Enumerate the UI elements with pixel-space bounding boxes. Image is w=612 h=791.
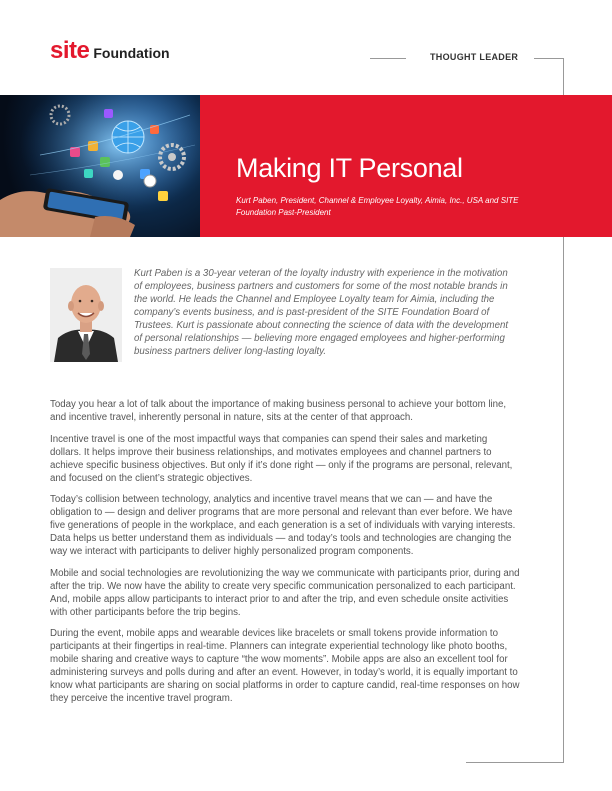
- top-rule-left: [370, 58, 406, 59]
- hero-photo-hand-phone-apps: [0, 95, 200, 237]
- logo-foundation-wordmark: Foundation: [93, 45, 170, 61]
- section-label: THOUGHT LEADER: [430, 52, 519, 62]
- site-foundation-logo: [50, 37, 170, 65]
- bottom-rule: [466, 762, 564, 763]
- top-rule-right: [534, 58, 564, 59]
- logo-site-wordmark: site: [50, 37, 90, 64]
- body-paragraph: Today you hear a lot of talk about the importance of making business personal to achieve your bottom line, and incentive travel, inherently personal in nature, sits at the center of that approach.: [50, 399, 507, 423]
- body-paragraph: Today’s collision between technology, analytics and incentive travel means that we can — and have the obligation to — design and deliver programs that are more personal and relevant than ever before. We have five generations of people in the workplace, and each generation is a set of individuals with varying interests. Data helps us better understand them as individuals — and today’s tools and technologies are changing the way we interact with participants to deliver highly personalized program components.: [50, 494, 516, 557]
- author-bio: Kurt Paben is a 30-year veteran of the loyalty industry with experience in the motivation of employees, business partners and customers for some of the most notable brands in the world. He leads the Channel and Employee Loyalty team for Aimia, including the company’s events business, and is past-president of the SITE Foundation Board of Trustees. Kurt is passionate about connecting the science of data with the development of personal relationships — believing more engaged employees and higher-performing business partners deliver long-lasting loyalty.: [134, 268, 509, 357]
- body-paragraph: During the event, mobile apps and wearable devices like bracelets or small tokens provide information to participants at their fingertips in real-time. Planners can integrate experiential technology like photo booths, mobile sharing and creative ways to capture “the wow moments”. Mobile apps are also an excellent tool for administering surveys and polls during and after an event. However, in today’s world, it is equally important to know what participants are sharing on social platforms in order to capture candid, real-time responses on how they perceive the incentive travel program.: [50, 628, 520, 704]
- author-headshot: [50, 268, 122, 362]
- article-byline: Kurt Paben, President, Channel & Employee Loyalty, Aimia, Inc., USA and SITE Foundation Past-President: [236, 196, 519, 217]
- body-paragraph: Mobile and social technologies are revolutionizing the way we communicate with participants prior, during and after the trip. We now have the ability to create very specific communication personalized to each participant. And, mobile apps allow participants to interact prior to and after the trip, and even schedule onsite activities with other participants before the trip begins.: [50, 567, 520, 618]
- article-body: [50, 398, 520, 714]
- body-paragraph: Incentive travel is one of the most impactful ways that companies can spend their sales and marketing dollars. It helps improve their business relationships, and motivates employees and channel partners to achieve specific business objectives. But only if it’s done right — only if the programs are personal, relevant, and focused on the client’s strategic objectives.: [50, 433, 513, 484]
- article-title: Making IT Personal: [236, 153, 463, 183]
